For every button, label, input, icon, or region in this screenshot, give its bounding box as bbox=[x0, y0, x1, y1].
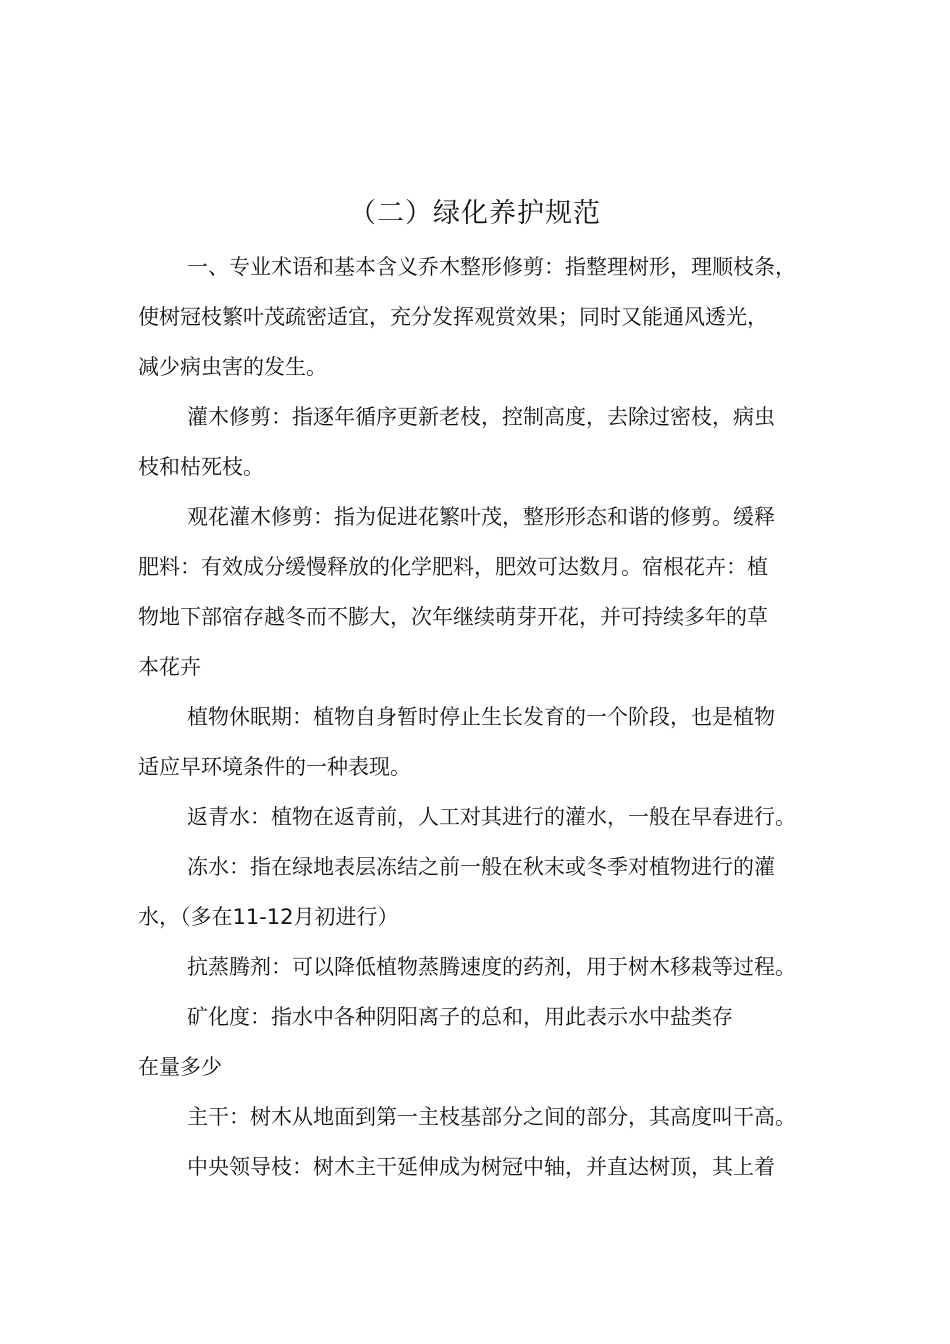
document-title: （二）绿化养护规范 bbox=[349, 198, 601, 229]
paragraph-line: 在量多少 bbox=[138, 1055, 222, 1079]
paragraph-line: 观花灌木修剪：指为促进花繁叶茂，整形形态和谐的修剪。缓释 bbox=[187, 505, 775, 529]
paragraph-line: 枝和枯死枝。 bbox=[138, 455, 264, 479]
paragraph-line: 物地下部宿存越冬而不膨大，次年继续萌芽开花，并可持续多年的草 bbox=[138, 605, 768, 629]
paragraph-line: 冻水：指在绿地表层冻结之前一般在秋末或冬季对植物进行的灌 bbox=[187, 855, 775, 879]
paragraph-line: 减少病虫害的发生。 bbox=[138, 355, 327, 379]
paragraph-line: 水，（多在11-12月初进行） bbox=[138, 905, 399, 929]
paragraph-line: 一、专业术语和基本含义乔木整形修剪：指整理树形，理顺枝条， bbox=[187, 255, 796, 279]
paragraph-line: 主干：树木从地面到第一主枝基部分之间的部分，其高度叫干高。 bbox=[187, 1105, 796, 1129]
paragraph-line: 本花卉 bbox=[138, 655, 201, 679]
paragraph-line: 返青水：植物在返青前，人工对其进行的灌水，一般在早春进行。 bbox=[187, 805, 796, 829]
paragraph-line: 抗蒸腾剂：可以降低植物蒸腾速度的药剂，用于树木移栽等过程。 bbox=[187, 955, 796, 979]
paragraph-line: 适应早环境条件的一种表现。 bbox=[138, 755, 411, 779]
paragraph-line: 中央领导枝：树木主干延伸成为树冠中轴，并直达树顶，其上着 bbox=[187, 1155, 775, 1179]
paragraph-line: 矿化度：指水中各种阴阳离子的总和，用此表示水中盐类存 bbox=[187, 1005, 733, 1029]
paragraph-line: 植物休眠期：植物自身暂时停止生长发育的一个阶段，也是植物 bbox=[187, 705, 775, 729]
paragraph-line: 灌木修剪：指逐年循序更新老枝，控制高度，去除过密枝，病虫 bbox=[187, 405, 775, 429]
paragraph-line: 使树冠枝繁叶茂疏密适宜，充分发挥观赏效果；同时又能通风透光， bbox=[138, 305, 768, 329]
paragraph-line: 肥料：有效成分缓慢释放的化学肥料，肥效可达数月。宿根花卉：植 bbox=[138, 555, 768, 579]
